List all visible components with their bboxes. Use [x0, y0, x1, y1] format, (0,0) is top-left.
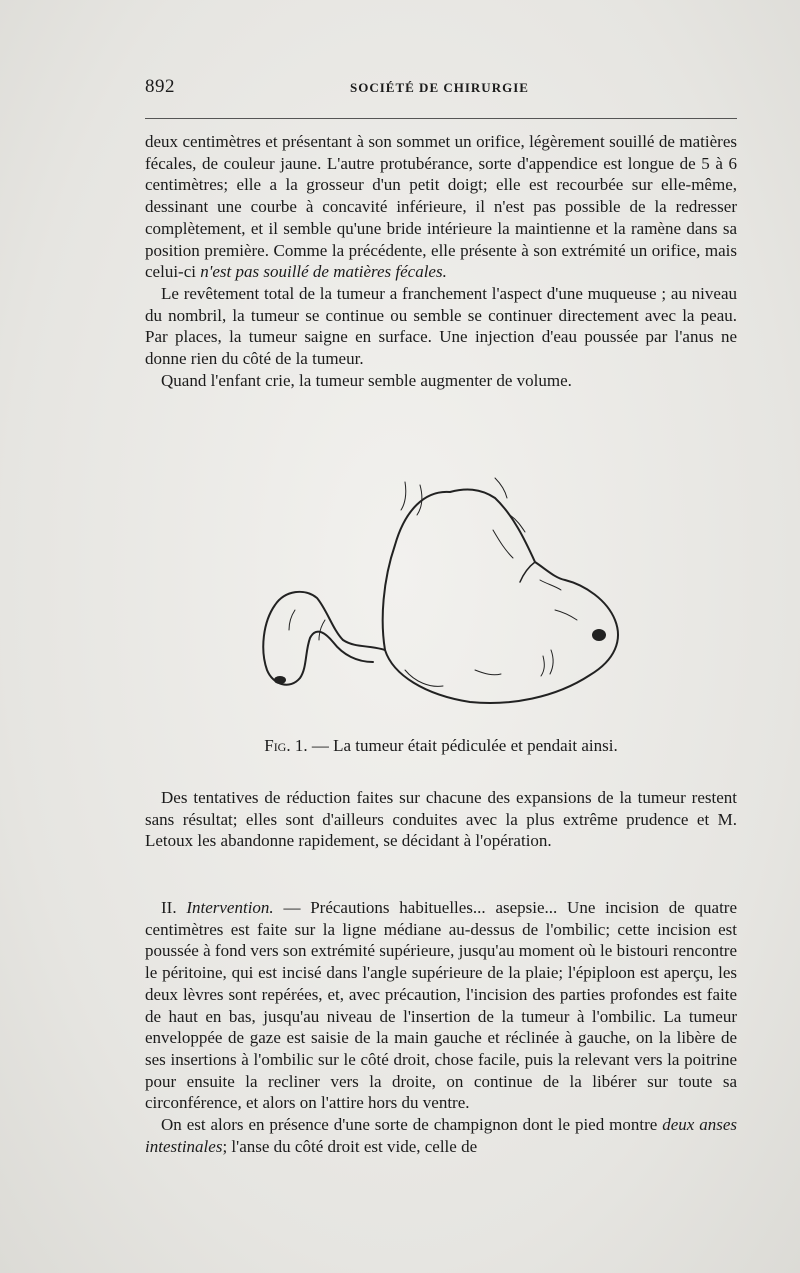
paragraph-4: Des tentatives de réduction faites sur chacune des expansions de la tumeur restent sans résultat; elles sont d'ailleurs conduites avec la plus extrême prudence et M. Letoux les abandonne rapidement, se décidant à l'opération.	[145, 788, 737, 851]
figure-caption	[145, 736, 737, 756]
tumor-illustration	[255, 470, 625, 720]
text-block-bottom	[145, 897, 737, 1157]
text-block-middle	[145, 787, 737, 852]
running-head: SOCIÉTÉ DE CHIRURGIE	[350, 80, 529, 95]
header-rule	[145, 118, 737, 119]
figure-label: Fig. 1.	[264, 736, 308, 755]
paragraph-3: Quand l'enfant crie, la tumeur semble augmenter de volume.	[161, 370, 572, 390]
page-header	[145, 76, 735, 100]
paragraph-2: Le revêtement total de la tumeur a franchement l'aspect d'une muqueuse ; au niveau du nombril, la tumeur se continue ou semble se continuer directement avec la peau. Par places, la tumeur saigne en surface. Une injection d'eau poussée par l'anus ne donne rien du côté de la tumeur.	[145, 283, 737, 369]
page-number: 892	[145, 76, 175, 97]
text-block-top	[145, 131, 737, 391]
paragraph-1: deux centimètres et présentant à son sommet un orifice, légèrement souillé de matières fécales, de couleur jaune. L'autre protubérance, sorte d'appendice est longue de 5 à 6 centimètres; elle a la grosseur d'un petit doigt; elle est recourbée sur elle-même, dessinant une courbe à concavité inférieure, il n'est pas possible de la redresser complètement, et il semble qu'une bride intérieure la maintienne et la ramène dans sa position première. Comme la précédente, elle présente à son extrémité un orifice, mais celui-ci n'est pas souillé de matières fécales.	[145, 132, 737, 282]
paragraph-5: II. Intervention. — Précautions habituelles... asepsie... Une incision de quatre centimètres est faite sur la ligne médiane au-dessus de l'ombilic; cette incision est poussée à fond vers son extrémité supérieure, jusqu'au moment où le bistouri rencontre le péritoine, qui est incisé dans l'angle supérieure de la plaie; l'épiploon est aperçu, les deux lèvres sont repérées, et, avec précaution, l'incision des parties profondes est faite de haut en bas, jusqu'au niveau de l'insertion de la tumeur à l'ombilic. La tumeur enveloppée de gaze est saisie de la main gauche et réclinée à gauche, on la libère de ses insertions à l'ombilic sur le côté droit, chose facile, puis la relevant vers la poitrine pour ensuite la recliner vers la droite, on continue de la libérer sur toute sa circonférence, et alors on l'attire hors du ventre.	[145, 898, 737, 1113]
paragraph-6: On est alors en présence d'une sorte de champignon dont le pied montre deux anses intestinales; l'anse du côté droit est vide, celle de	[145, 1115, 737, 1156]
figure-caption-text: — La tumeur était pédiculée et pendait ainsi.	[307, 736, 618, 755]
